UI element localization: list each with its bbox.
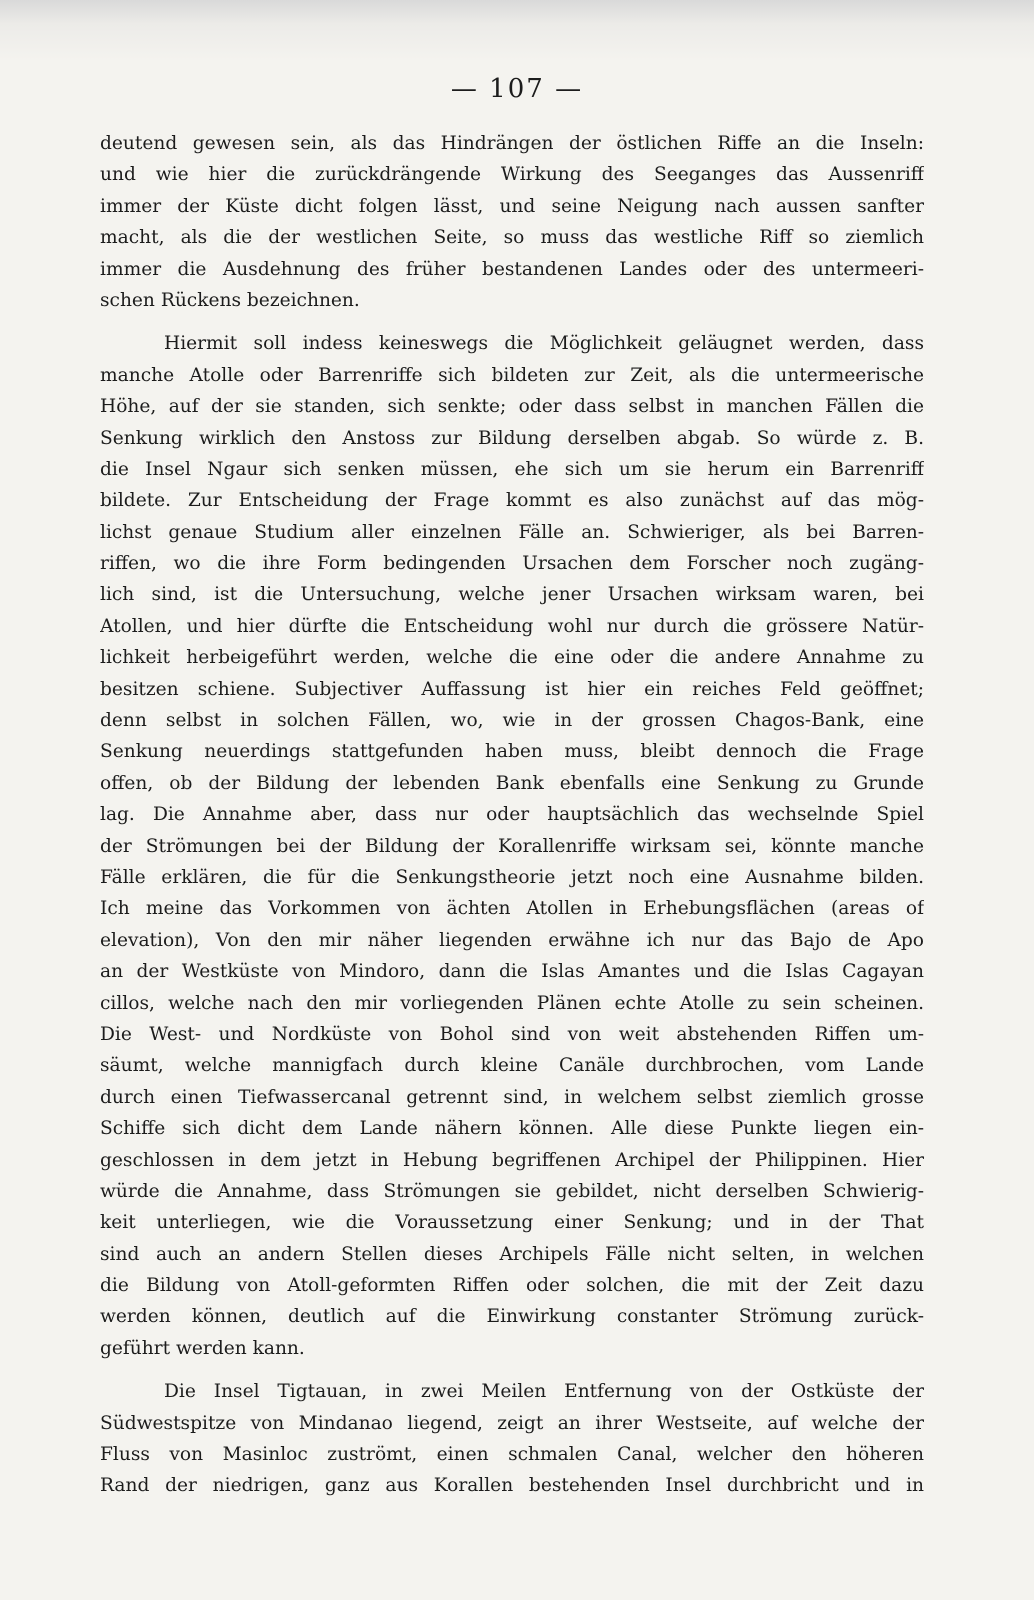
paragraph	[100, 128, 924, 316]
text-line: bildete. Zur Entscheidung der Frage kommt es also zunächst auf das mög-	[100, 490, 924, 512]
text-line: säumt, welche mannigfach durch kleine Canäle durchbrochen, vom Lande	[100, 1055, 924, 1077]
text-line: an der Westküste von Mindoro, dann die Islas Amantes und die Islas Cagayan	[100, 961, 924, 983]
text-line: würde die Annahme, dass Strömungen sie gebildet, nicht derselben Schwierig-	[100, 1180, 924, 1202]
text-line: Senkung wirklich den Anstoss zur Bildung derselben abgab. So würde z. B.	[100, 427, 924, 449]
text-line: Atollen, und hier dürfte die Entscheidung wohl nur durch die grössere Natür-	[100, 615, 924, 637]
text-line: Die West- und Nordküste von Bohol sind von weit abstehenden Riffen um-	[100, 1023, 924, 1045]
text-line: Senkung neuerdings stattgefunden haben muss, bleibt dennoch die Frage	[100, 741, 924, 763]
text-body	[100, 128, 924, 1502]
text-line: macht, als die der westlichen Seite, so muss das westliche Riff so ziemlich	[100, 227, 924, 249]
text-line: lag. Die Annahme aber, dass nur oder hauptsächlich das wechselnde Spiel	[100, 804, 924, 826]
page-number: — 107 —	[450, 74, 584, 104]
paragraph	[100, 1376, 924, 1502]
text-line: elevation), Von den mir näher liegenden erwähne ich nur das Bajo de Apo	[100, 929, 924, 951]
text-line: besitzen schiene. Subjectiver Auffassung ist hier ein reiches Feld geöffnet;	[100, 678, 924, 700]
text-line: Fluss von Masinloc zuströmt, einen schmalen Canal, welcher den höheren	[100, 1444, 924, 1466]
text-line: die Insel Ngaur sich senken müssen, ehe sich um sie herum ein Barrenriff	[100, 458, 924, 480]
text-line: cillos, welche nach den mir vorliegenden Plänen echte Atolle zu sein scheinen.	[100, 992, 924, 1014]
text-line: Schiffe sich dicht dem Lande nähern können. Alle diese Punkte liegen ein-	[100, 1118, 924, 1140]
text-line: riffen, wo die ihre Form bedingenden Ursachen dem Forscher noch zugäng-	[100, 553, 924, 575]
text-line: Rand der niedrigen, ganz aus Korallen bestehenden Insel durchbricht und in	[100, 1475, 924, 1497]
text-line: lichst genaue Studium aller einzelnen Fälle an. Schwieriger, als bei Barren-	[100, 521, 924, 543]
text-line: lich sind, ist die Untersuchung, welche jener Ursachen wirksam waren, bei	[100, 584, 924, 606]
text-line: Höhe, auf der sie standen, sich senkte; oder dass selbst in manchen Fällen die	[100, 396, 924, 418]
paragraph-gap	[100, 1364, 924, 1376]
text-line: Ich meine das Vorkommen von ächten Atollen in Erhebungsflächen (areas of	[100, 898, 924, 920]
text-line: denn selbst in solchen Fällen, wo, wie in der grossen Chagos-Bank, eine	[100, 710, 924, 732]
text-line: Hiermit soll indess keineswegs die Möglichkeit geläugnet werden, dass	[164, 333, 924, 355]
text-line: sind auch an andern Stellen dieses Archipels Fälle nicht selten, in welchen	[100, 1243, 924, 1265]
text-line: Südwestspitze von Mindanao liegend, zeigt an ihrer Westseite, auf welche der	[100, 1412, 924, 1434]
text-line: manche Atolle oder Barrenriffe sich bildeten zur Zeit, als die untermeerische	[100, 364, 924, 386]
text-line: und wie hier die zurückdrängende Wirkung des Seeganges das Aussenriff	[100, 164, 924, 186]
text-line: Fälle erklären, die für die Senkungstheorie jetzt noch eine Ausnahme bilden.	[100, 866, 924, 888]
text-line: die Bildung von Atoll-geformten Riffen oder solchen, die mit der Zeit dazu	[100, 1275, 924, 1297]
text-line: geführt werden kann.	[100, 1337, 305, 1359]
text-line: keit unterliegen, wie die Voraussetzung einer Senkung; und in der That	[100, 1212, 924, 1234]
text-line: werden können, deutlich auf die Einwirkung constanter Strömung zurück-	[100, 1306, 924, 1328]
text-line: lichkeit herbeigeführt werden, welche die eine oder die andere Annahme zu	[100, 647, 924, 669]
text-line: offen, ob der Bildung der lebenden Bank ebenfalls eine Senkung zu Grunde	[100, 772, 924, 794]
paragraph	[100, 328, 924, 1364]
text-line: geschlossen in dem jetzt in Hebung begriffenen Archipel der Philippinen. Hier	[100, 1149, 924, 1171]
text-line: schen Rückens bezeichnen.	[100, 289, 360, 311]
paragraph-gap	[100, 316, 924, 328]
text-line: immer die Ausdehnung des früher bestandenen Landes oder des untermeeri-	[100, 258, 924, 280]
text-line: Die Insel Tigtauan, in zwei Meilen Entfernung von der Ostküste der	[164, 1381, 924, 1403]
text-line: deutend gewesen sein, als das Hindrängen der östlichen Riffe an die Inseln:	[100, 133, 924, 154]
text-line: durch einen Tiefwassercanal getrennt sind, in welchem selbst ziemlich grosse	[100, 1086, 924, 1108]
text-line: der Strömungen bei der Bildung der Korallenriffe wirksam sei, könnte manche	[100, 835, 924, 857]
text-line: immer der Küste dicht folgen lässt, und seine Neigung nach aussen sanfter	[100, 195, 924, 217]
